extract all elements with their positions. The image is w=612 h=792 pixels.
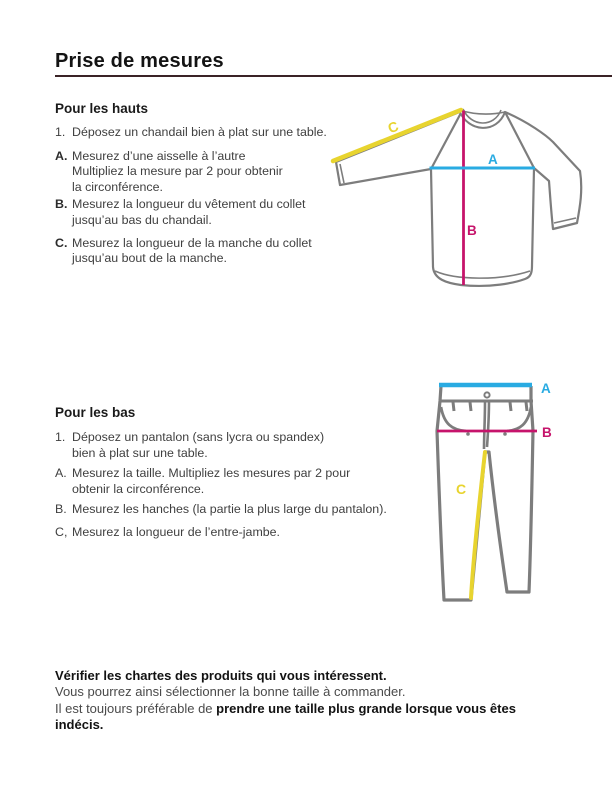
- shirt-label-c: C: [385, 117, 401, 137]
- pants-right-rivet: [503, 432, 507, 436]
- shirt-label-a: A: [488, 152, 498, 167]
- item-lines: [72, 197, 306, 228]
- section-tops: [55, 101, 360, 267]
- shirt-torso: [431, 168, 534, 286]
- item-lines: [72, 236, 312, 267]
- item-line: jusqu’au bout de la manche.: [72, 251, 227, 266]
- item-lines: [72, 525, 280, 541]
- pants-button: [484, 392, 489, 397]
- item-label: A.: [55, 148, 68, 163]
- footer-line-2: Vous pourrez ainsi sélectionner la bonne taille à commander.: [55, 684, 406, 700]
- title-divider: [55, 75, 612, 77]
- section-bottoms-heading: Pour les bas: [55, 405, 136, 420]
- item-lines: [72, 125, 327, 141]
- item-line: bien à plat sur une table.: [72, 445, 208, 460]
- item-label: A.: [55, 466, 67, 481]
- footer-line-3: [55, 701, 533, 734]
- item-line: Multipliez la mesure par 2 pour obtenir: [72, 164, 283, 179]
- section-tops-heading: Pour les hauts: [55, 101, 149, 116]
- item-line: jusqu’au bas du chandail.: [72, 212, 212, 227]
- shirt-label-b: B: [467, 223, 477, 238]
- instruction-item: [55, 525, 455, 541]
- item-label: B.: [55, 197, 68, 212]
- shirt-diagram: [325, 95, 610, 310]
- instruction-item: [55, 430, 455, 461]
- pants-diagram: [428, 374, 565, 608]
- item-line: Mesurez la longueur de l’entre-jambe.: [72, 524, 280, 539]
- item-lines: [72, 502, 387, 518]
- item-line: Déposez un pantalon (sans lycra ou spandex): [72, 430, 325, 444]
- footer-line-3-bold: prendre une taille plus grande lorsque vous êtes indécis.: [55, 700, 516, 732]
- pants-label-b: B: [542, 425, 552, 440]
- item-line: Mesurez les hanches (la partie la plus large du pantalon).: [72, 502, 387, 517]
- item-label: 1.: [55, 125, 66, 139]
- item-lines: [72, 430, 324, 461]
- footer-line-3-normal: Il est toujours préférable de: [55, 700, 217, 716]
- item-line: Mesurez la longueur de la manche du collet: [72, 235, 312, 250]
- section-bottoms: [55, 405, 455, 541]
- instruction-item: [55, 197, 360, 228]
- item-line: Déposez un chandail bien à plat sur une table.: [72, 125, 327, 139]
- item-line: obtenir la circonférence.: [72, 481, 205, 496]
- pants-left-rivet: [466, 432, 470, 436]
- instruction-item: [55, 466, 455, 497]
- item-line: Mesurez la taille. Multipliez les mesures par 2 pour: [72, 466, 351, 481]
- item-line: Mesurez la longueur du vêtement du collet: [72, 197, 306, 212]
- item-line: Mesurez d’une aisselle à l’autre: [72, 148, 246, 163]
- item-label: C.: [55, 235, 68, 250]
- footer-line-1: Vérifier les chartes des produits qui vous intéressent.: [55, 668, 387, 683]
- item-line: la circonférence.: [72, 179, 163, 194]
- pants-label-a: A: [541, 381, 551, 396]
- item-label: C,: [55, 524, 68, 539]
- instruction-item: [55, 149, 360, 196]
- instruction-item: [55, 236, 360, 267]
- item-lines: [72, 466, 350, 497]
- page-title: Prise de mesures: [55, 50, 224, 72]
- item-label: 1.: [55, 430, 66, 444]
- instruction-item: [55, 502, 455, 518]
- item-lines: [72, 149, 283, 196]
- instruction-item: [55, 125, 360, 141]
- item-label: B.: [55, 502, 67, 517]
- footer-note: [55, 668, 533, 733]
- pants-label-c: C: [456, 481, 467, 497]
